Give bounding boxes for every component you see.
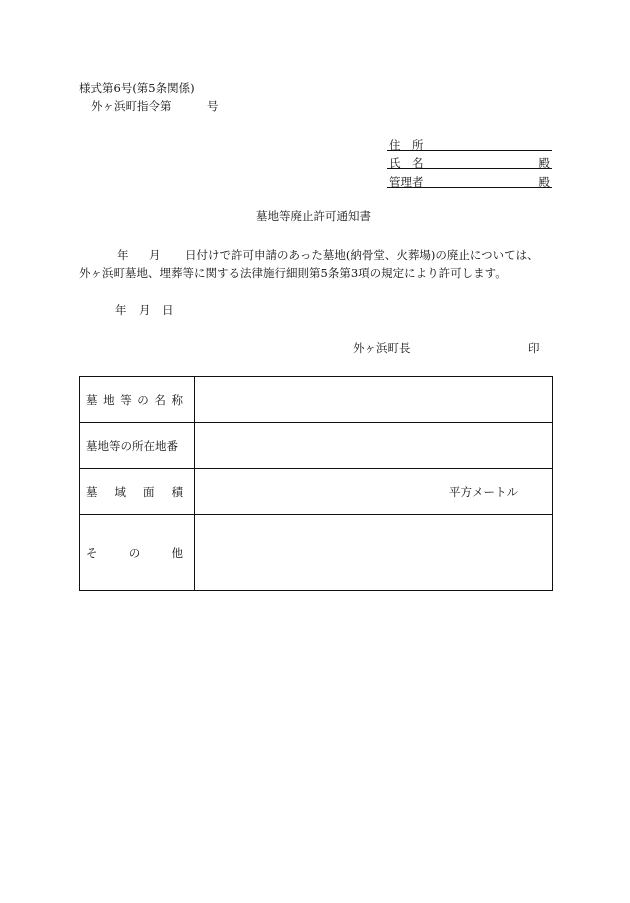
label-char: 域 [114,484,126,499]
name-honorific: 殿 [538,156,550,170]
designation-prefix: 外ヶ浜町指令第 [91,99,172,113]
date-month: 月 [139,303,151,317]
document-title: 墓地等廃止許可通知書 [256,209,371,223]
name-label: 氏 名 [389,156,424,170]
table-row [80,423,553,469]
row-label-area [80,469,195,515]
label-char: 称 [171,392,183,407]
manager-line [387,174,552,188]
body-line2: 外ヶ浜町墓地、埋葬等に関する法律施行細則第5条第3項の規定により許可します。 [79,266,507,280]
label-char: そ [86,545,98,560]
manager-honorific: 殿 [538,175,550,189]
seal-mark: 印 [528,341,540,355]
other-field[interactable] [195,515,553,591]
table-row [80,377,553,423]
label-char: の [137,392,149,407]
issuer-name: 外ヶ浜町長 [353,341,411,355]
date-day: 日 [162,303,174,317]
form-number: 様式第6号(第5条関係) [79,81,195,95]
designation-suffix: 号 [207,99,219,113]
label-char: 墓 [86,392,98,407]
body-year: 年 [117,248,129,262]
label-char: 他 [171,545,183,560]
label-char: 等 [120,392,132,407]
details-table [79,376,553,591]
address-line [387,137,552,151]
row-label-name [80,377,195,423]
cemetery-location-field[interactable] [195,423,553,469]
date-year: 年 [115,303,127,317]
label-char: 面 [143,484,155,499]
cemetery-area-field[interactable] [195,469,553,515]
body-line1: 日付けで許可申請のあった墓地(納骨堂、火葬場)の廃止については、 [185,248,539,262]
manager-label: 管理者 [389,175,424,189]
label-char: 名 [154,392,166,407]
area-unit: 平方メートル [449,484,518,499]
cemetery-name-field[interactable] [195,377,553,423]
body-month: 月 [149,248,161,262]
table-row [80,515,553,591]
row-label-other [80,515,195,591]
table-row [80,469,553,515]
label-char: 墓地等の所在地番 [86,438,178,453]
label-char: 墓 [86,484,98,499]
label-char: 地 [103,392,115,407]
address-label: 住 所 [389,138,424,152]
label-char: 積 [171,484,183,499]
label-char: の [128,545,141,560]
name-line [387,155,552,169]
row-label-location [80,423,195,469]
